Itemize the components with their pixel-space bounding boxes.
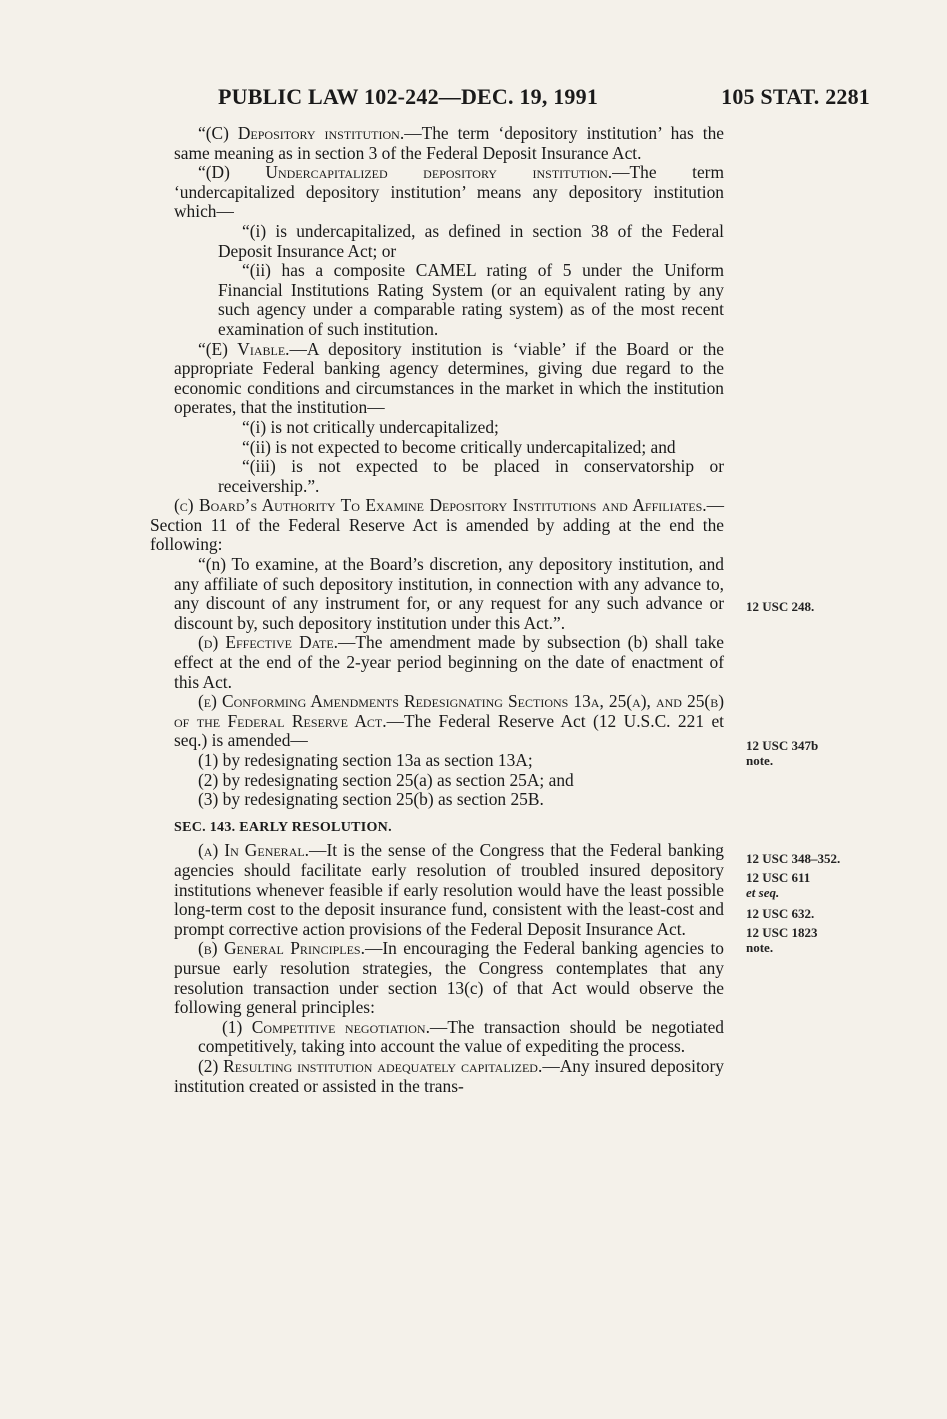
para-d-undercapitalized: “(D) Undercapitalized depository institution.—The term ‘undercapitalized depository institution’ means any depository institution which— xyxy=(174,162,724,222)
header-stat-page: 105 STAT. 2281 xyxy=(721,84,870,109)
para-e-i: “(i) is not critically undercapitalized; xyxy=(242,416,499,437)
body-text xyxy=(150,123,725,1096)
para-d-effective-date: (d) Effective Date.—The amendment made by subsection (b) shall take effect at the end of the 2-year period beginning on the date of enactment of this Act. xyxy=(174,632,724,692)
para-b-2-resulting: (2) Resulting institution adequately capitalized.—Any insured depository institution created or assisted in the trans- xyxy=(174,1055,724,1096)
para-n-examine: “(n) To examine, at the Board’s discretion, any depository institution, and any affiliate of such depository institution, in connection with any advance to, any discount of any instrument for, or any request for any such advance or discount by, such depository institution under this Act.”. xyxy=(174,554,724,633)
margin-note-12-usc-347b: 12 USC 347b note. xyxy=(746,738,819,768)
para-b-general-principles: (b) General Principles.—In encouraging the Federal banking agencies to pursue early resolution strategies, the Congress contemplates that any resolution transaction under section 13(c) of that Act would observe the following general principles: xyxy=(174,938,724,1018)
margin-note-12-usc-632: 12 USC 632. xyxy=(746,906,815,921)
margin-note-12-usc-1823: 12 USC 1823 note. xyxy=(746,925,818,955)
margin-note-12-usc-348: 12 USC 348–352. xyxy=(746,851,841,866)
para-c-depository-institution: “(C) Depository institution.—The term ‘depository institution’ has the same meaning as in section 3 of the Federal Deposit Insurance Act. xyxy=(174,123,724,163)
para-d-i: “(i) is undercapitalized, as defined in section 38 of the Federal Deposit Insurance Act; or xyxy=(218,220,724,261)
margin-note-12-usc-248: 12 USC 248. xyxy=(746,599,815,614)
para-e-viable: “(E) Viable.—A depository institution is ‘viable’ if the Board or the appropriate Federal banking agency determines, giving due regard to the economic conditions and circumstances in the market in which the institution operates, that the institution— xyxy=(174,338,724,418)
list-item-e-2: (2) by redesignating section 25(a) as section 25A; and xyxy=(198,769,574,790)
section-heading-143: SEC. 143. EARLY RESOLUTION. xyxy=(174,819,392,835)
header-public-law: PUBLIC LAW 102-242—DEC. 19, 1991 xyxy=(218,84,599,109)
para-e-iii: “(iii) is not expected to be placed in conservatorship or receivership.”. xyxy=(218,456,724,496)
para-a-in-general: (a) In General.—It is the sense of the Congress that the Federal banking agencies should facilitate early resolution of troubled insured depository institutions whenever feasible if early resolution would have the least possible long-term cost to the deposit insurance fund, consistent with the least-cost and prompt corrective action provisions of the Federal Deposit Insurance Act. xyxy=(174,840,725,939)
list-item-e-1: (1) by redesignating section 13a as section 13A; xyxy=(198,750,533,770)
para-b-1-competitive: (1) Competitive negotiation.—The transaction should be negotiated competitively, taking into account the value of expediting the process. xyxy=(198,1016,724,1057)
para-d-ii: “(ii) has a composite CAMEL rating of 5 under the Uniform Financial Institutions Rating System (or an equivalent rating by any such agency under a comparable rating system) as of the most recent examination of such institution. xyxy=(218,260,724,339)
para-e-ii: “(ii) is not expected to become critically undercapitalized; and xyxy=(242,436,676,457)
margin-note-12-usc-611: 12 USC 611 et seq. xyxy=(746,870,811,900)
para-c-boards-authority: (c) Board’s Authority To Examine Depository Institutions and Affiliates.—Section 11 of the Federal Reserve Act is amended by adding at the end the following: xyxy=(150,495,724,555)
list-item-e-3: (3) by redesignating section 25(b) as section 25B. xyxy=(198,789,544,810)
para-e-conforming: (e) Conforming Amendments Redesignating Sections 13a, 25(a), and 25(b) of the Federal Reserve Act.—The Federal Reserve Act (12 U.S.C. 221 et seq.) is amended— xyxy=(174,691,724,751)
